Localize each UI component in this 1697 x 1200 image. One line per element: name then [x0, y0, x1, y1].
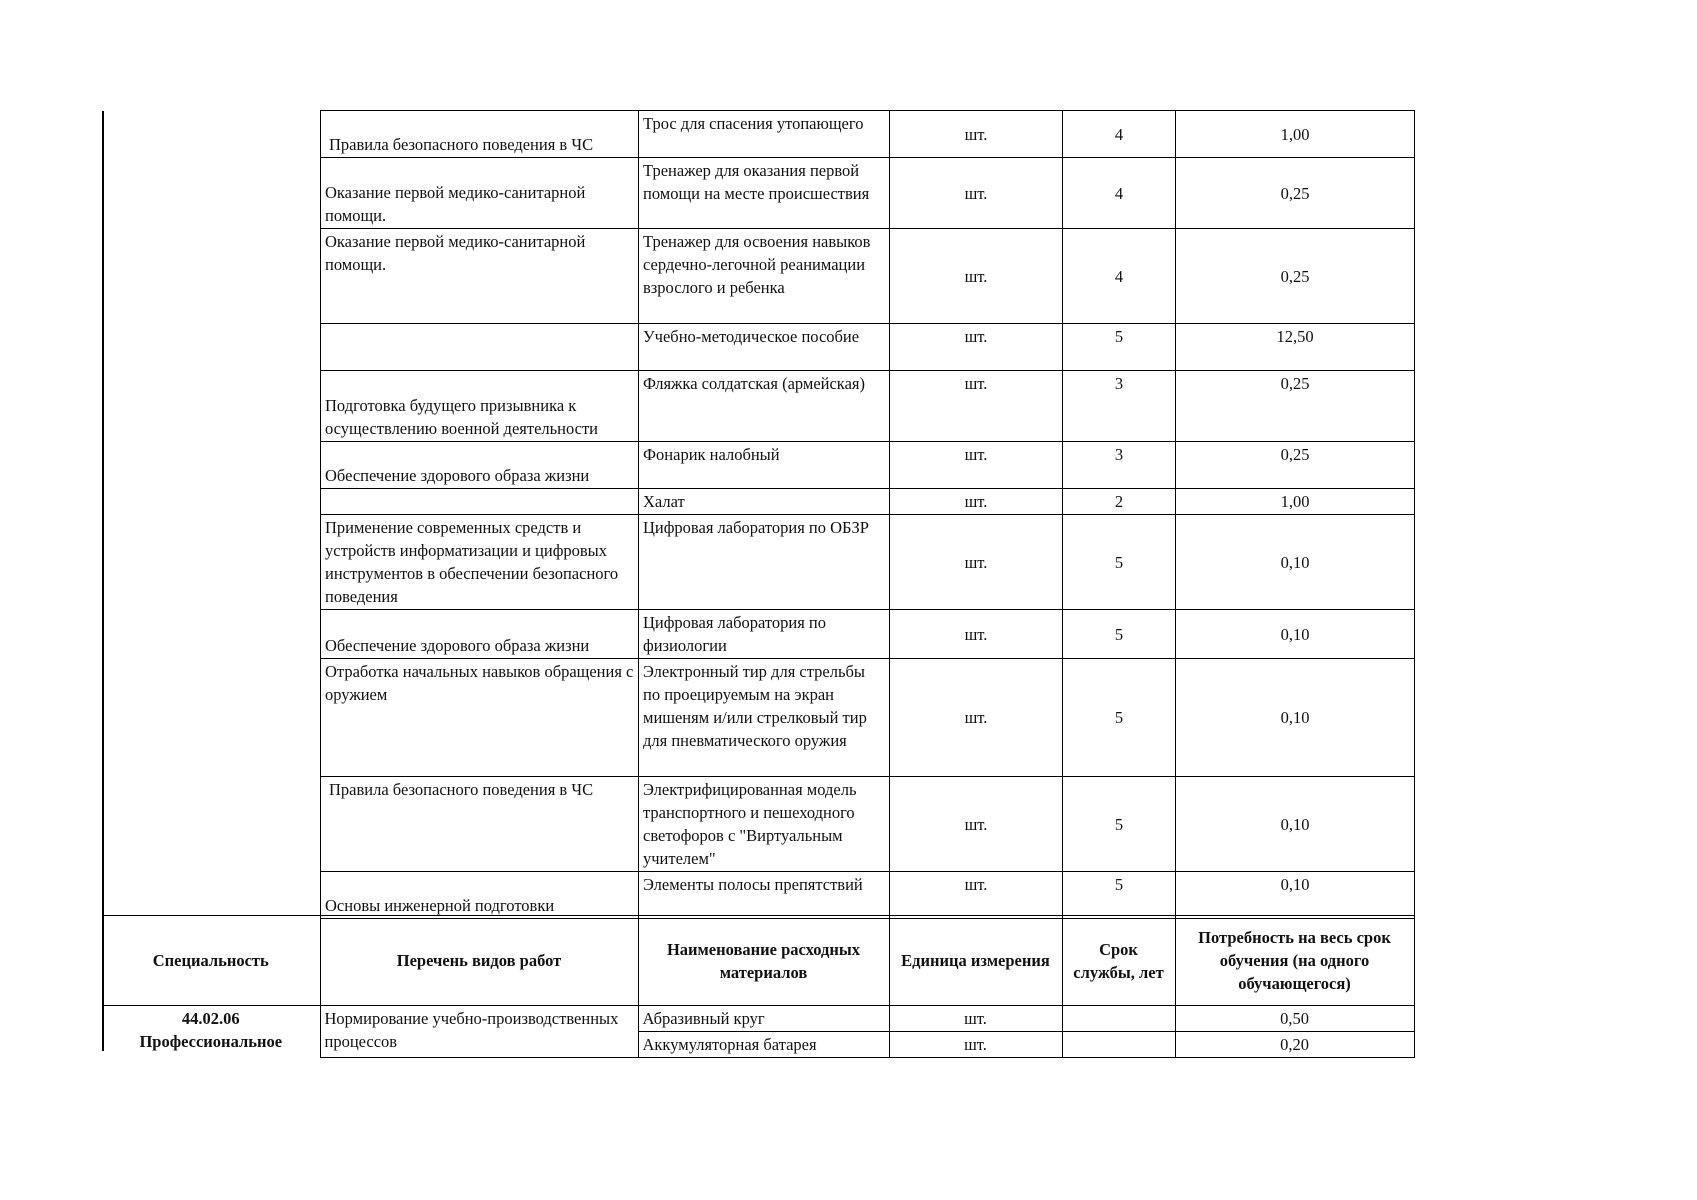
- unit-cell: шт.: [890, 158, 1063, 229]
- material-cell: Цифровая лаборатория по физиологии: [639, 610, 890, 659]
- table-row: [321, 324, 1415, 371]
- term-cell: 3: [1063, 442, 1176, 489]
- need-cell: 0,10: [1176, 872, 1415, 919]
- specialty-code: 44.02.06: [181, 1009, 240, 1028]
- table-row: [321, 610, 1415, 659]
- term-cell: 5: [1063, 872, 1176, 919]
- material-cell: Халат: [639, 489, 890, 515]
- header-materials: Наименование расходных материалов: [638, 916, 889, 1006]
- unit-cell: шт.: [890, 610, 1063, 659]
- specialty-column-border-lower: [102, 915, 104, 1051]
- table-row: [321, 158, 1415, 229]
- work-cell: Подготовка будущего призывника к осуществлению военной деятельности: [321, 371, 639, 442]
- table-row: [321, 229, 1415, 324]
- work-cell: [321, 324, 639, 371]
- material-cell: Цифровая лаборатория по ОБЗР: [639, 515, 890, 610]
- unit-cell: шт.: [890, 777, 1063, 872]
- need-cell: 0,25: [1176, 229, 1415, 324]
- work-cell: [321, 489, 639, 515]
- unit-cell: шт.: [890, 515, 1063, 610]
- term-cell: 4: [1063, 111, 1176, 158]
- unit-cell: шт.: [890, 659, 1063, 777]
- term-cell: [1062, 1032, 1175, 1058]
- term-cell: 4: [1063, 158, 1176, 229]
- need-cell: 0,25: [1176, 371, 1415, 442]
- need-cell: 0,50: [1175, 1006, 1414, 1032]
- unit-cell: шт.: [889, 1006, 1062, 1032]
- unit-cell: шт.: [890, 324, 1063, 371]
- material-cell: Абразивный круг: [638, 1006, 889, 1032]
- header-works: Перечень видов работ: [320, 916, 638, 1006]
- need-cell: 0,25: [1176, 158, 1415, 229]
- term-cell: 2: [1063, 489, 1176, 515]
- work-cell: Оказание первой медико-санитарной помощи.: [321, 158, 639, 229]
- material-cell: Фонарик налобный: [639, 442, 890, 489]
- specialty-column-border: [102, 111, 104, 917]
- table-header-row: [102, 916, 1414, 1006]
- term-cell: [1062, 1006, 1175, 1032]
- table-row: [321, 872, 1415, 919]
- table-row: [321, 442, 1415, 489]
- header-unit: Единица измерения: [889, 916, 1062, 1006]
- unit-cell: шт.: [890, 872, 1063, 919]
- material-cell: Трос для спасения утопающего: [639, 111, 890, 158]
- need-cell: 0,10: [1176, 777, 1415, 872]
- work-cell: Основы инженерной подготовки: [321, 872, 639, 919]
- material-cell: Фляжка солдатская (армейская): [639, 371, 890, 442]
- work-cell: Обеспечение здорового образа жизни: [321, 442, 639, 489]
- material-cell: Элементы полосы препятствий: [639, 872, 890, 919]
- table-row: [321, 515, 1415, 610]
- material-cell: Электрифицированная модель транспортного и пешеходного светофоров с "Виртуальным учителем": [639, 777, 890, 872]
- specialty-name: Профессиональное: [139, 1032, 283, 1051]
- unit-cell: шт.: [889, 1032, 1062, 1058]
- work-cell: Обеспечение здорового образа жизни: [321, 610, 639, 659]
- material-cell: Электронный тир для стрельбы по проецируемым на экран мишеням и/или стрелковый тир для пневматического оружия: [639, 659, 890, 777]
- term-cell: 5: [1063, 610, 1176, 659]
- term-cell: 5: [1063, 659, 1176, 777]
- unit-cell: шт.: [890, 371, 1063, 442]
- header-need: Потребность на весь срок обучения (на одного обучающегося): [1175, 916, 1414, 1006]
- need-cell: 1,00: [1176, 489, 1415, 515]
- unit-cell: шт.: [890, 442, 1063, 489]
- table-row: [321, 659, 1415, 777]
- table-row: [321, 111, 1415, 158]
- need-cell: 1,00: [1176, 111, 1415, 158]
- table-row: [321, 371, 1415, 442]
- work-cell: Правила безопасного поведения в ЧС: [321, 111, 639, 158]
- unit-cell: шт.: [890, 229, 1063, 324]
- table-row: [321, 777, 1415, 872]
- work-cell: Применение современных средств и устройств информатизации и цифровых инструментов в обеспечении безопасного поведения: [321, 515, 639, 610]
- material-cell: Тренажер для оказания первой помощи на месте происшествия: [639, 158, 890, 229]
- header-specialty: Специальность: [102, 916, 320, 1006]
- unit-cell: шт.: [890, 489, 1063, 515]
- work-cell: Нормирование учебно-производственных процессов: [320, 1006, 638, 1058]
- unit-cell: шт.: [890, 111, 1063, 158]
- work-cell: Оказание первой медико-санитарной помощи.: [321, 229, 639, 324]
- materials-table-header-section: [102, 915, 1415, 1058]
- table-row: [102, 1006, 1414, 1032]
- material-cell: Тренажер для освоения навыков сердечно-легочной реанимации взрослого и ребенка: [639, 229, 890, 324]
- table-row: [321, 489, 1415, 515]
- specialty-cell: [102, 1006, 320, 1058]
- work-cell: Отработка начальных навыков обращения с оружием: [321, 659, 639, 777]
- need-cell: 0,10: [1176, 610, 1415, 659]
- work-cell: Правила безопасного поведения в ЧС: [321, 777, 639, 872]
- term-cell: 5: [1063, 515, 1176, 610]
- term-cell: 3: [1063, 371, 1176, 442]
- need-cell: 12,50: [1176, 324, 1415, 371]
- term-cell: 5: [1063, 324, 1176, 371]
- term-cell: 5: [1063, 777, 1176, 872]
- need-cell: 0,20: [1175, 1032, 1414, 1058]
- need-cell: 0,10: [1176, 659, 1415, 777]
- material-cell: Учебно-методическое пособие: [639, 324, 890, 371]
- material-cell: Аккумуляторная батарея: [638, 1032, 889, 1058]
- header-term: Срок службы, лет: [1062, 916, 1175, 1006]
- need-cell: 0,25: [1176, 442, 1415, 489]
- need-cell: 0,10: [1176, 515, 1415, 610]
- materials-table-continued: [320, 110, 1415, 919]
- term-cell: 4: [1063, 229, 1176, 324]
